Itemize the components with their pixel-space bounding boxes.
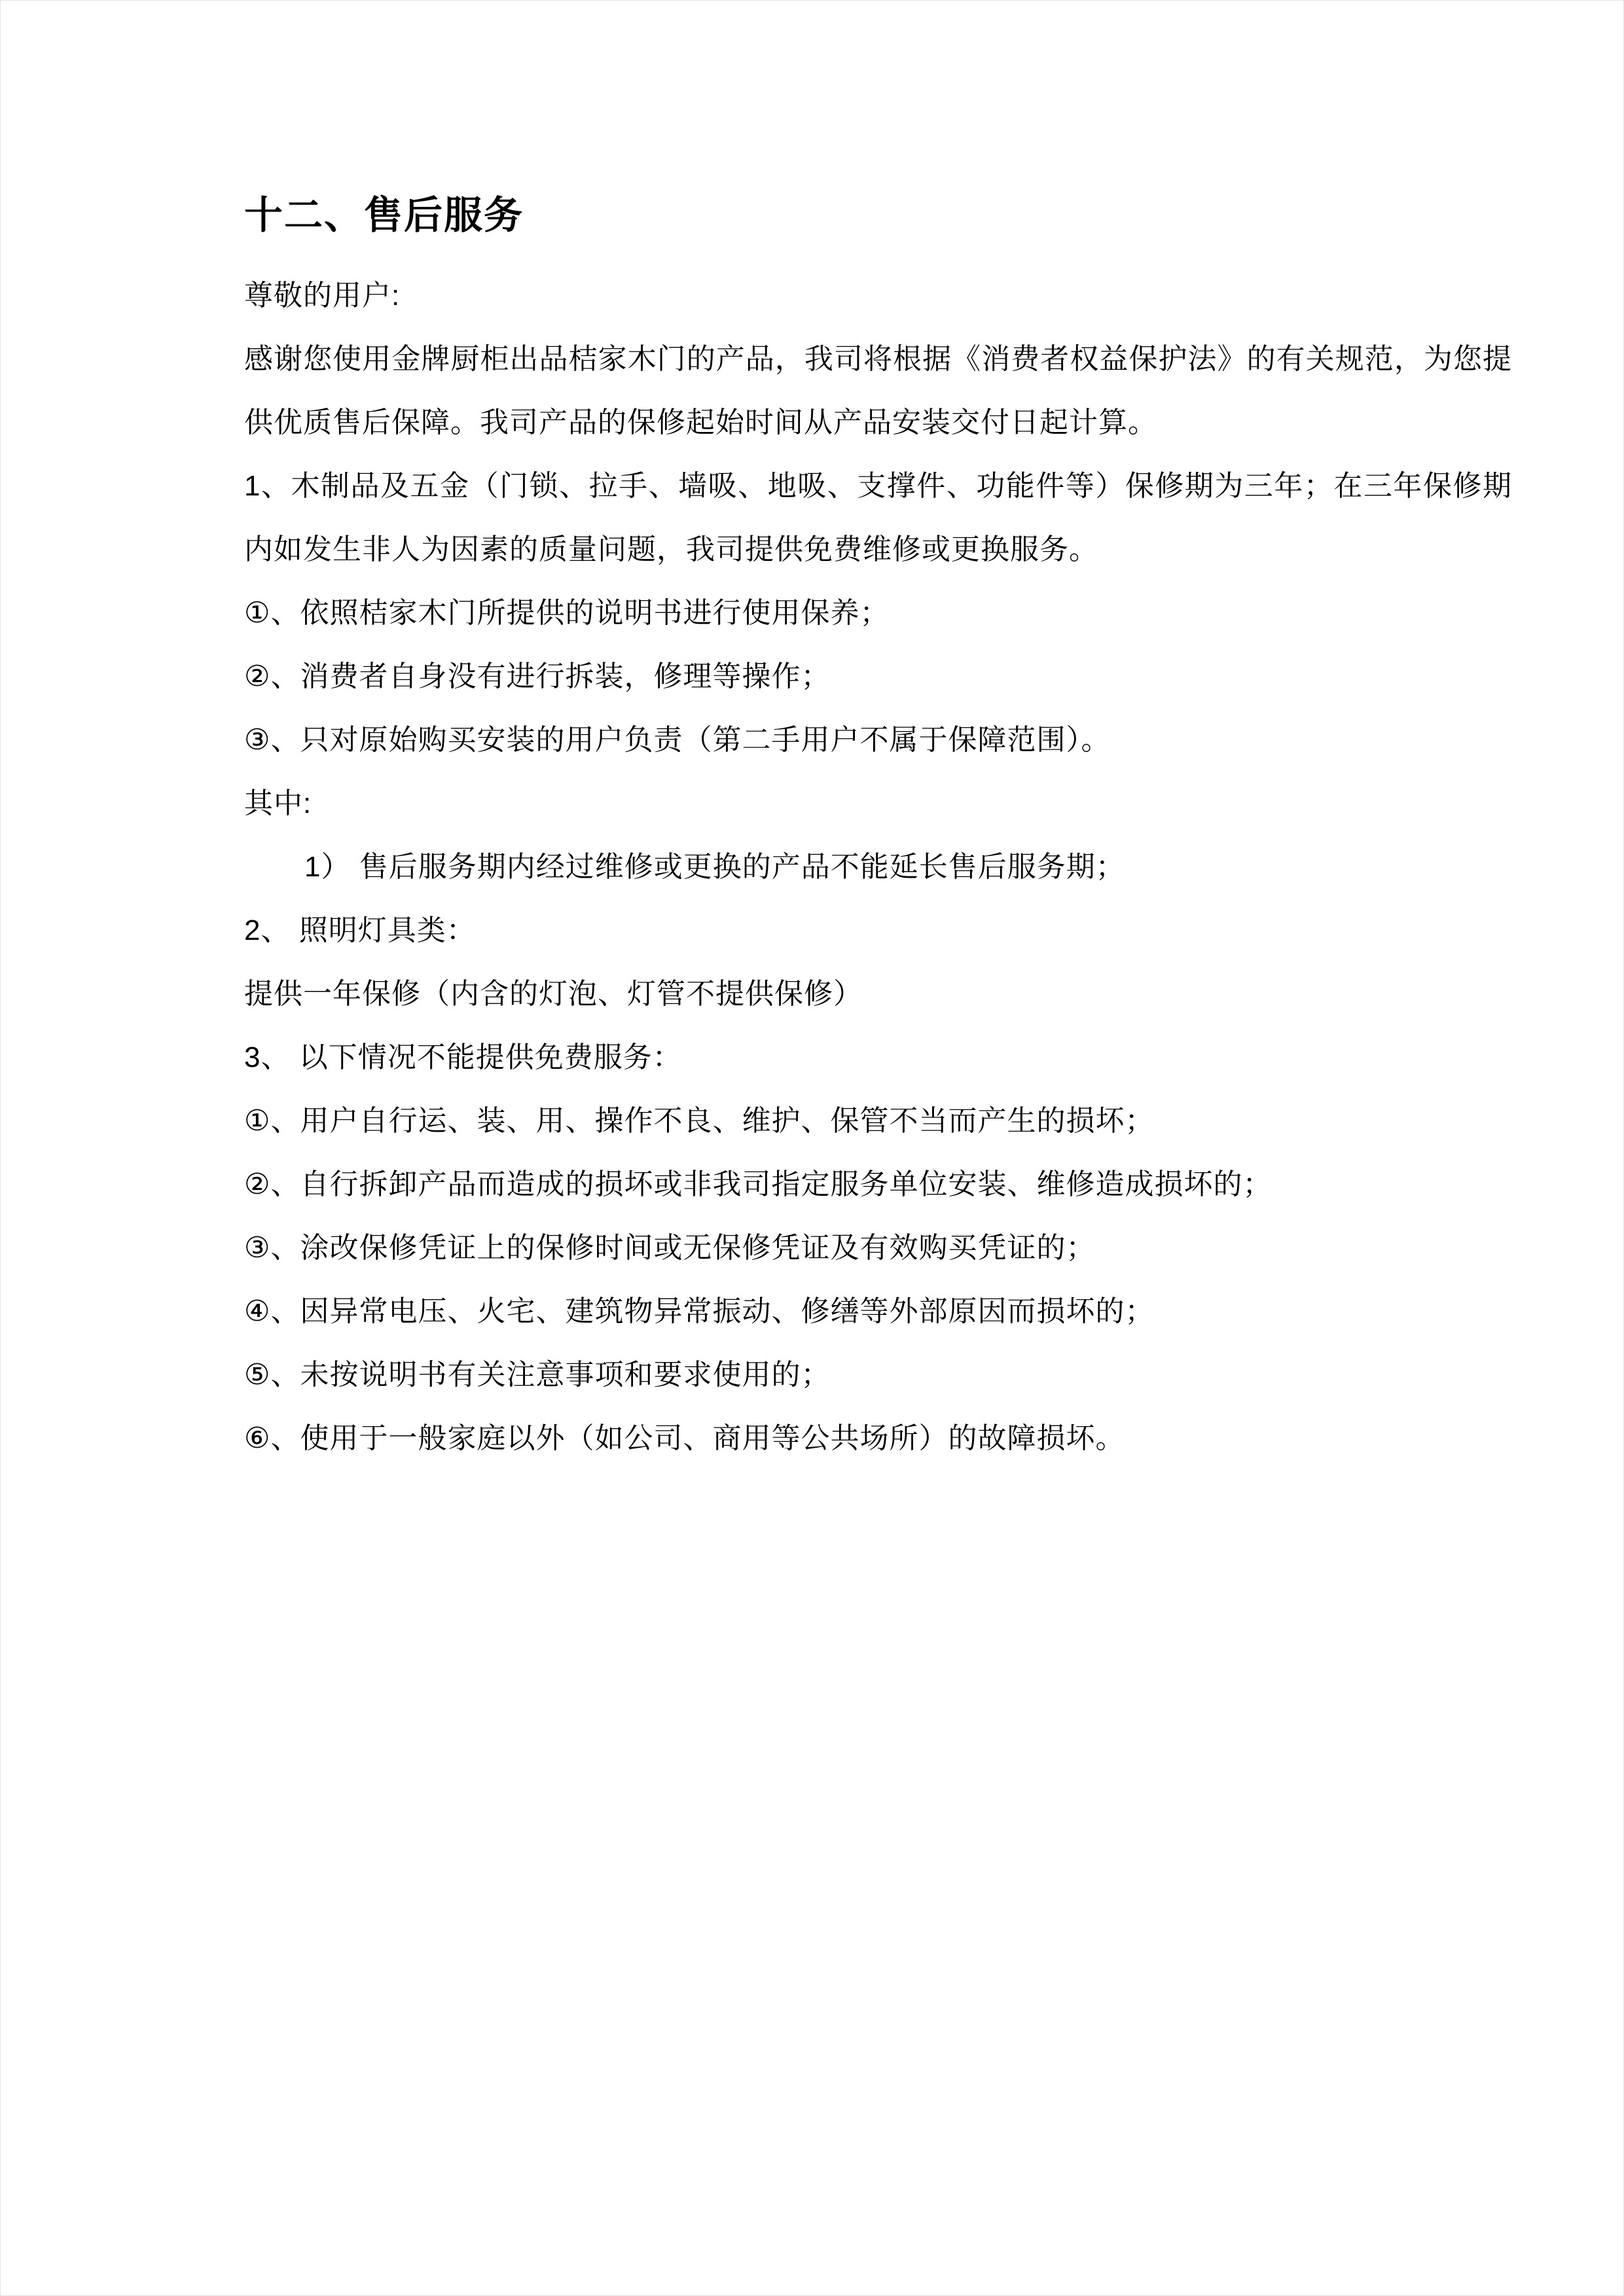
exclusion-4: ④、因异常电压、火宅、建筑物异常振动、修缮等外部原因而损坏的； — [244, 1295, 1155, 1327]
among-which-label: 其中: — [244, 787, 312, 819]
salutation-line: 尊敬的用户: — [244, 279, 401, 312]
clause-2-heading: 2、 照明灯具类： — [244, 914, 476, 946]
exclusion-6: ⑥、使用于一般家庭以外（如公司、商用等公共场所）的故障损坏。 — [244, 1422, 1125, 1454]
warranty-condition-2: ②、消费者自身没有进行拆装，修理等操作； — [244, 660, 831, 692]
clause-2-body: 提供一年保修（内含的灯泡、灯管不提供保修） — [244, 978, 863, 1010]
clause-3-heading: 3、 以下情况不能提供免费服务： — [244, 1041, 682, 1073]
warranty-condition-1: ①、依照桔家木门所提供的说明书进行使用保养； — [244, 597, 890, 629]
page-title: 十二、售后服务 — [244, 194, 524, 237]
intro-paragraph: 感谢您使用金牌厨柜出品桔家木门的产品，我司将根据《消费者权益保护法》的有关规范，为您提供优质售后保障。我司产品的保修起始时间从产品安装交付日起计算。 — [244, 343, 1512, 439]
sub-item-1: 1） 售后服务期内经过维修或更换的产品不能延长售后服务期； — [304, 851, 1125, 883]
warranty-condition-3: ③、只对原始购买安装的用户负责（第二手用户不属于保障范围）。 — [244, 724, 1111, 756]
exclusion-1: ①、用户自行运、装、用、操作不良、维护、保管不当而产生的损坏； — [244, 1105, 1155, 1137]
exclusion-2: ②、自行拆卸产品而造成的损坏或非我司指定服务单位安装、维修造成损坏的； — [244, 1168, 1272, 1200]
exclusion-3: ③、涂改保修凭证上的保修时间或无保修凭证及有效购买凭证的； — [244, 1232, 1096, 1264]
warranty-clause-1: 1、木制品及五金（门锁、拉手、墙吸、地吸、支撑件、功能件等）保修期为三年；在三年保修期内如发生非人为因素的质量问题，我司提供免费维修或更换服务。 — [244, 470, 1512, 565]
exclusion-5: ⑤、未按说明书有关注意事项和要求使用的； — [244, 1359, 831, 1391]
